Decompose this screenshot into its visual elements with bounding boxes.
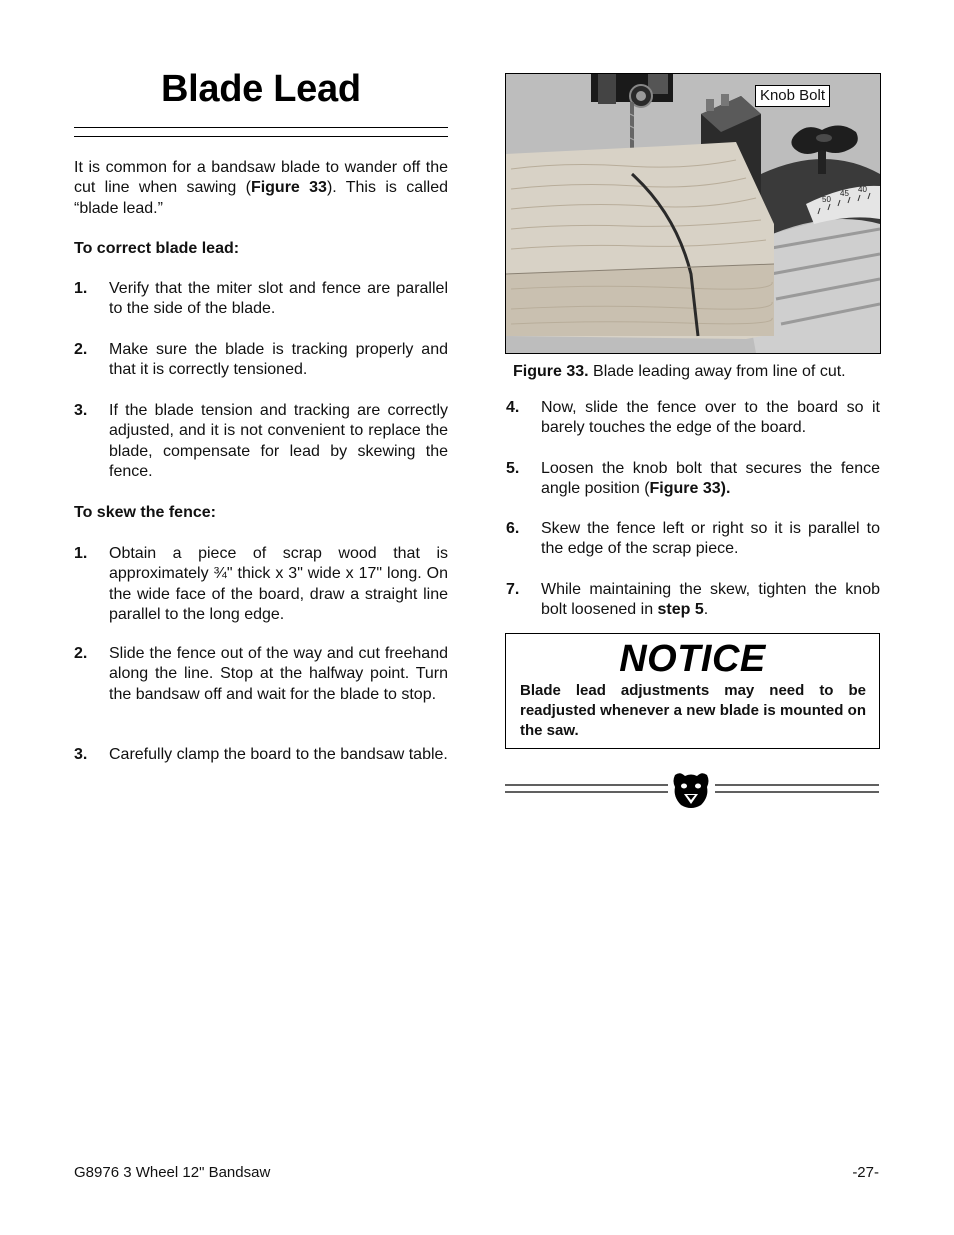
figure-caption: Figure 33. Blade leading away from line of cut. <box>513 363 846 380</box>
skew-fence-heading: To skew the fence: <box>74 504 216 521</box>
figure-reference: Figure 33 <box>250 179 327 197</box>
correct-step: 1. Verify that the miter slot and fence are parallel to the side of the blade. <box>74 280 448 318</box>
figure-reference: Figure 33 <box>649 480 721 498</box>
page-title: Blade Lead <box>161 68 361 110</box>
correct-step: 2. Make sure the blade is tracking properly and that it is correctly tensioned. <box>74 341 448 379</box>
notice-box <box>505 633 880 749</box>
notice-body: Blade lead adjustments may need to be readjusted whenever a new blade is mounted on the saw. <box>520 682 866 739</box>
fence-step: 6. Skew the fence left or right so it is parallel to the edge of the scrap piece. <box>506 520 880 558</box>
footer-model: G8976 3 Wheel 12" Bandsaw <box>74 1164 271 1181</box>
title-double-rule <box>74 127 448 139</box>
intro-paragraph: It is common for a bandsaw blade to wander off the cut line when sawing (Figure 33). This is called “blade lead.” <box>74 159 448 217</box>
grizzly-bear-logo-icon <box>674 773 709 808</box>
knob-bolt-callout: Knob Bolt <box>755 85 830 107</box>
fence-step: 5. Loosen the knob bolt that secures the fence angle position (Figure 33). <box>506 460 880 498</box>
fence-step: 4. Now, slide the fence over to the board so it barely touches the edge of the board. <box>506 399 880 437</box>
scale-mark: 40 <box>858 185 867 194</box>
skew-step: 2. Slide the fence out of the way and cut freehand along the line. Stop at the halfway point. Turn the bandsaw off and wait for the blade to stop. <box>74 645 448 703</box>
bandsaw-photo-illustration <box>506 74 880 353</box>
section-end-rule <box>505 771 879 811</box>
skew-step: 1. Obtain a piece of scrap wood that is approximately ¾" thick x 3" wide x 17" long. On the wide face of the board, draw a straight line parallel to the long edge. <box>74 545 448 623</box>
scale-mark: 50 <box>822 195 831 204</box>
step-reference: step 5 <box>657 601 704 619</box>
figure-33-photo <box>505 73 881 354</box>
skew-step: 3. Carefully clamp the board to the bandsaw table. <box>74 746 448 763</box>
notice-title: NOTICE <box>619 638 766 680</box>
scale-mark: 45 <box>840 189 849 198</box>
page-number: -27- <box>852 1164 879 1181</box>
fence-step: 7. While maintaining the skew, tighten the knob bolt loosened in step 5. <box>506 581 880 619</box>
correct-step: 3. If the blade tension and tracking are correctly adjusted, and it is not convenient to replace the blade, compensate for lead by skewing the fence. <box>74 402 448 480</box>
correct-blade-lead-heading: To correct blade lead: <box>74 240 240 257</box>
